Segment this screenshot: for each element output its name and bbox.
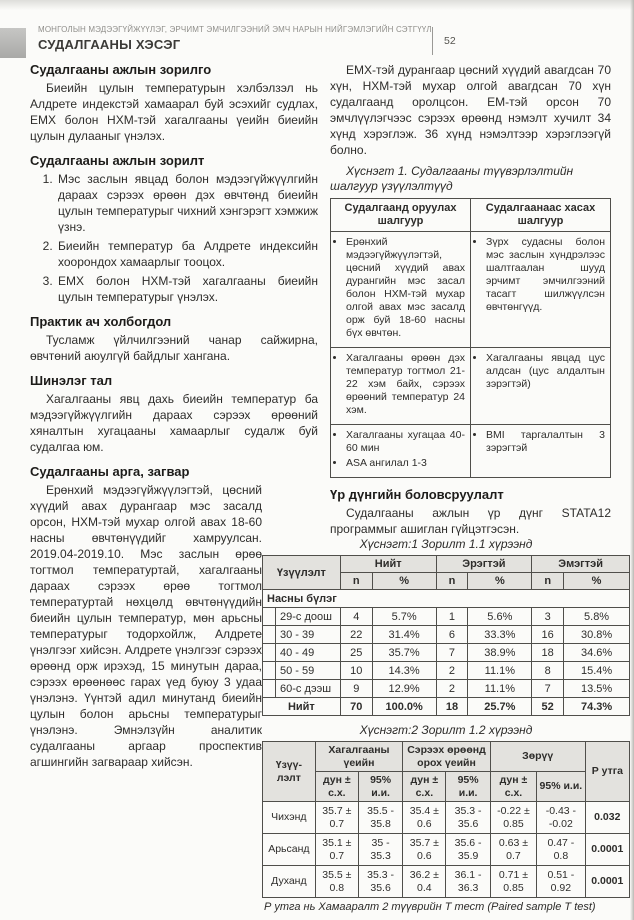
objective-item: 2. Биеийн температур ба Алдрете индексийн хоорондох хамаарлыг тооцох. bbox=[56, 238, 318, 270]
heading-method: Судалгааны арга, загвар bbox=[30, 464, 190, 479]
row-label: Нийт bbox=[263, 698, 341, 716]
table3-footnote: Р утга нь Хамааралт 2 түүврийн Т тест (Paired sample T test) bbox=[264, 901, 596, 913]
table-cell: 5.6% bbox=[468, 608, 532, 626]
table-row bbox=[263, 866, 630, 898]
criteria-item: • Зүрх судасны болон мэс заслын хүндрэлээс шалтгаалан шууд эрчимт эмчилгээний тасагт шилжүүлсэн өвчтөнгүүд. bbox=[486, 236, 605, 314]
page-header bbox=[0, 24, 634, 60]
group-row bbox=[263, 590, 630, 608]
header-cell: дун ± с.х. bbox=[490, 772, 536, 802]
table-cell: 0.47 - 0.8 bbox=[537, 834, 586, 866]
table-cell: 36.1 - 36.3 bbox=[446, 866, 490, 898]
table-cell bbox=[331, 232, 471, 348]
header-cell: дун ± с.х. bbox=[403, 772, 446, 802]
header-cell: Судалгаанаас хасах шалгуур bbox=[471, 199, 611, 232]
table-cell: 18 bbox=[436, 698, 468, 716]
table-cell: 36.2 ± 0.4 bbox=[403, 866, 446, 898]
table-cell: 35.5 - 35.8 bbox=[358, 802, 402, 834]
table-cell: 70 bbox=[340, 698, 372, 716]
table-cell: 52 bbox=[532, 698, 564, 716]
table-cell: 2 bbox=[436, 680, 468, 698]
results-tables-block bbox=[262, 530, 630, 913]
method-paragraph: Ерөнхий мэдээгүйжүүлэгтэй, цөсний хүүдий авах дурангаар мэс засалд орсон, НХМ-тэй мухар олгой авах 18-60 насны өвчтөнүүдийг хамруулсан. 2019.04-2019.10. Мэс заслын өрөө тогтмол температуртай, хагалгааны дараах сэрээх өрөө тогтмол температуртай нөхцөлд өвчтөнүүдийн биеийн цулын температур, мөн арьсны температурыг тодорхойлж, Алдрете үнэлгээг хийсэн. Алдрете үнэлгээг сэрээх өрөөнд орж ирэхэд, 15 минутын дараа, сэрээх өрөөнөөс гарах үед буюу 3 удаа үнэлэнэ. Үүнтэй адил минутанд биеийн цулын болон арьсны температурыг үнэлэнэ. Эмнэлзүйн аналитик судалгааны аргаар проспектив агшингийн загвараар хийсэн. bbox=[30, 483, 262, 769]
criteria-item: • Хагалгааны хугацаа 40-60 мин bbox=[346, 429, 465, 455]
header-cell: Судалгаанд оруулах шалгуур bbox=[331, 199, 471, 232]
table-cell: 35 - 35.3 bbox=[358, 834, 402, 866]
objective-item: 1. Мэс заслын явцад болон мэдээгүйжүүлгийн дараах сэрээх өрөөн дэх өвчтөнд биеийн цулын температурыг чихний хэнгэрэгт хэмжиж үзнэ. bbox=[56, 171, 318, 235]
table-cell: 0.51 - 0.92 bbox=[537, 866, 586, 898]
heading-objectives: Судалгааны ажлын зорилт bbox=[30, 153, 205, 168]
criteria-item: • BMI таргалалтын 3 зэрэгтэй bbox=[486, 429, 605, 455]
row-label: 30 - 39 bbox=[263, 626, 341, 644]
header-cell: n bbox=[532, 573, 564, 590]
header-cell: Үзүүлэлт bbox=[263, 556, 341, 590]
demographics-table bbox=[262, 555, 630, 716]
novelty-paragraph: Хагалгааны явц дахь биеийн температур ба мэдээгүйжүүлгийн дараах сэрээх өрөөний хяналтын хугацааны хамаарлыг судалж буй судалгаа юм. bbox=[30, 392, 318, 454]
row-label: 50 - 59 bbox=[263, 662, 341, 680]
table-header-row bbox=[263, 556, 630, 573]
table-subheader-row bbox=[263, 772, 630, 802]
table-cell: 4 bbox=[340, 608, 372, 626]
table-cell: 35.3 - 35.6 bbox=[446, 802, 490, 834]
header-cell: Эрэгтэй bbox=[436, 556, 532, 573]
header-cell: дун ± с.х. bbox=[315, 772, 358, 802]
table-row bbox=[331, 348, 611, 425]
table-row bbox=[263, 834, 630, 866]
table-cell bbox=[471, 232, 611, 348]
temperature-comparison-table bbox=[262, 741, 630, 898]
table2-caption: Хүснэгт:1 Зорилт 1.1 хүрээнд bbox=[359, 537, 533, 551]
header-cell: 95% и.и. bbox=[446, 772, 490, 802]
table-cell: 100.0% bbox=[372, 698, 436, 716]
results-paragraph: Судалгааны ажлын үр дүнг STATA12 программыг ашиглан гүйцэтгэсэн. bbox=[330, 506, 611, 536]
scan-edge-top bbox=[0, 0, 634, 10]
table-cell: 1 bbox=[436, 608, 468, 626]
goal-paragraph: Биеийн цулын температурын хэлбэлзэл нь Алдрете индекстэй хамаарал буй эсэхийг судлах, ЕМХ болон НХМ-тэй хагалгааны үеийн биеийн цулын дулааныг үнэлэх. bbox=[30, 81, 318, 143]
table-cell bbox=[331, 425, 471, 478]
table-row bbox=[263, 626, 630, 644]
table-cell: -0.22 ± 0.85 bbox=[490, 802, 536, 834]
table-row bbox=[331, 232, 611, 348]
table-cell: 34.6% bbox=[564, 644, 630, 662]
heading-results: Үр дүнгийн боловсруулалт bbox=[330, 487, 504, 502]
header-titles bbox=[38, 25, 432, 52]
table-row bbox=[263, 662, 630, 680]
table-row bbox=[263, 802, 630, 834]
table-cell bbox=[471, 425, 611, 478]
table-cell: 10 bbox=[340, 662, 372, 680]
table-cell: 35.3 - 35.6 bbox=[358, 866, 402, 898]
table-cell: 14.3% bbox=[372, 662, 436, 680]
right-column bbox=[330, 62, 611, 537]
journal-logo-mark bbox=[0, 28, 26, 58]
header-cell: 95% и.и. bbox=[537, 772, 586, 802]
table-cell bbox=[331, 348, 471, 425]
criteria-item: • Хагалгааны явцад цус алдсан (цус алдалтын зэрэгтэй) bbox=[486, 352, 605, 391]
p-value-cell: 0.0001 bbox=[585, 866, 629, 898]
header-cell: Нийт bbox=[340, 556, 436, 573]
table-cell: 5.7% bbox=[372, 608, 436, 626]
header-cell: % bbox=[468, 573, 532, 590]
table-cell: 8 bbox=[532, 662, 564, 680]
table-header-row bbox=[331, 199, 611, 232]
table-cell: 12.9% bbox=[372, 680, 436, 698]
table-cell: 16 bbox=[532, 626, 564, 644]
heading-goal: Судалгааны ажлын зорилго bbox=[30, 62, 212, 77]
journal-title: МОНГОЛЫН МЭДЭЭГҮЙЖҮҮЛЭГ, ЭРЧИМТ ЭМЧИЛГЭЭНИЙ ЭМЧ НАРЫН НИЙГЭМЛЭГИЙН СЭТГҮҮЛ bbox=[38, 25, 432, 34]
heading-novelty: Шинэлэг тал bbox=[30, 373, 113, 388]
table-cell: 38.9% bbox=[468, 644, 532, 662]
intro-paragraph: ЕМХ-тэй дурангаар цөсний хүүдий авагдсан 70 хүн, НХМ-тэй мухар олгой авагдсан 70 хүн судалгаанд оролцсон. ЕМ-тэй орсон 70 эмчлүүлэгчээс сэрээх өрөөнд нэмэлт хучилт 34 хүнд хэрэглэж. 36 хүнд нэмэлтээр хэрэглээгүй болно. bbox=[330, 63, 611, 157]
table-cell: 35.7% bbox=[372, 644, 436, 662]
table-cell: 35.1 ± 0.7 bbox=[315, 834, 358, 866]
table-row bbox=[263, 680, 630, 698]
row-label: Арьсанд bbox=[263, 834, 316, 866]
table-cell: 35.7 ± 0.6 bbox=[403, 834, 446, 866]
table-cell: 35.4 ± 0.6 bbox=[403, 802, 446, 834]
row-label: Духанд bbox=[263, 866, 316, 898]
table-cell: 15.4% bbox=[564, 662, 630, 680]
header-cell: Сэрээх өрөөнд орох үеийн bbox=[403, 742, 491, 772]
header-cell: n bbox=[436, 573, 468, 590]
header-cell: % bbox=[564, 573, 630, 590]
criteria-item: • Хагалгааны өрөөн дэх температур тогтмол 21-22 хэм байх, сэрээх өрөөний температур 24 хэм. bbox=[346, 352, 465, 417]
table3-caption: Хүснэгт:2 Зорилт 1.2 хүрээнд bbox=[359, 723, 533, 737]
table-cell: 7 bbox=[532, 680, 564, 698]
criteria-item: • ASA ангилал 1-3 bbox=[346, 457, 465, 470]
header-cell: Эмэгтэй bbox=[532, 556, 630, 573]
table1-caption: Хүснэгт 1. Судалгааны түүвэрлэлтийн шалгуур үзүүлэлтүүд bbox=[330, 164, 574, 193]
group-label: Насны бүлэг bbox=[263, 590, 630, 608]
table-cell: 22 bbox=[340, 626, 372, 644]
table-cell: 35.6 - 35.9 bbox=[446, 834, 490, 866]
criteria-item: • Ерөнхий мэдээгүйжүүлэгтэй, цөсний хүүдий авах дурангийн мэс засал болон НХМ-тэй мухар олгой авах мэс засалд орж буй 18-60 насны бүх өвчтөн. bbox=[346, 236, 465, 340]
table-cell: 18 bbox=[532, 644, 564, 662]
row-label: 40 - 49 bbox=[263, 644, 341, 662]
table-cell: 25.7% bbox=[468, 698, 532, 716]
table-row bbox=[331, 425, 611, 478]
section-title: СУДАЛГААНЫ ХЭСЭГ bbox=[38, 37, 181, 52]
table-cell: 33.3% bbox=[468, 626, 532, 644]
table-cell: 25 bbox=[340, 644, 372, 662]
table-cell: 13.5% bbox=[564, 680, 630, 698]
objective-item: 3. ЕМХ болон НХМ-тэй хагалгааны биеийн цулын температурыг үнэлэх. bbox=[56, 273, 318, 305]
table-cell bbox=[471, 348, 611, 425]
table-header-row bbox=[263, 742, 630, 772]
table-cell: 6 bbox=[436, 626, 468, 644]
total-row bbox=[263, 698, 630, 716]
page-number: 52 bbox=[432, 27, 456, 55]
practical-paragraph: Тусламж үйлчилгээний чанар сайжирна, өвчтөний аюулгүй байдлыг хангана. bbox=[30, 333, 318, 363]
header-cell: Зөрүү bbox=[490, 742, 585, 772]
table-cell: 0.63 ± 0.7 bbox=[490, 834, 536, 866]
table-cell: 5.8% bbox=[564, 608, 630, 626]
table-cell: 0.71 ± 0.85 bbox=[490, 866, 536, 898]
table-cell: 11.1% bbox=[468, 680, 532, 698]
table-cell: 31.4% bbox=[372, 626, 436, 644]
p-value-cell: 0.032 bbox=[585, 802, 629, 834]
header-cell: Р утга bbox=[585, 742, 629, 802]
table-cell: 7 bbox=[436, 644, 468, 662]
p-value-cell: 0.0001 bbox=[585, 834, 629, 866]
row-label: 29-с доош bbox=[263, 608, 341, 626]
table-cell: 35.5 ± 0.8 bbox=[315, 866, 358, 898]
header-cell: n bbox=[340, 573, 372, 590]
table-cell: 3 bbox=[532, 608, 564, 626]
header-cell: 95% и.и. bbox=[358, 772, 402, 802]
table-cell: 74.3% bbox=[564, 698, 630, 716]
table-cell: 11.1% bbox=[468, 662, 532, 680]
row-label: 60-с дээш bbox=[263, 680, 341, 698]
objectives-list bbox=[30, 171, 318, 305]
table-row bbox=[263, 608, 630, 626]
table-cell: 30.8% bbox=[564, 626, 630, 644]
header-cell: Үзүү-лэлт bbox=[263, 742, 316, 802]
inclusion-criteria-table bbox=[330, 198, 611, 478]
heading-practical: Практик ач холбогдол bbox=[30, 314, 172, 329]
table-cell: 2 bbox=[436, 662, 468, 680]
header-cell: Хагалгааны үеийн bbox=[315, 742, 403, 772]
table-cell: 9 bbox=[340, 680, 372, 698]
table-cell: 35.7 ± 0.7 bbox=[315, 802, 358, 834]
table-row bbox=[263, 644, 630, 662]
table-cell: -0.43 - -0.02 bbox=[537, 802, 586, 834]
scan-edge-right bbox=[630, 0, 634, 920]
row-label: Чихэнд bbox=[263, 802, 316, 834]
header-cell: % bbox=[372, 573, 436, 590]
